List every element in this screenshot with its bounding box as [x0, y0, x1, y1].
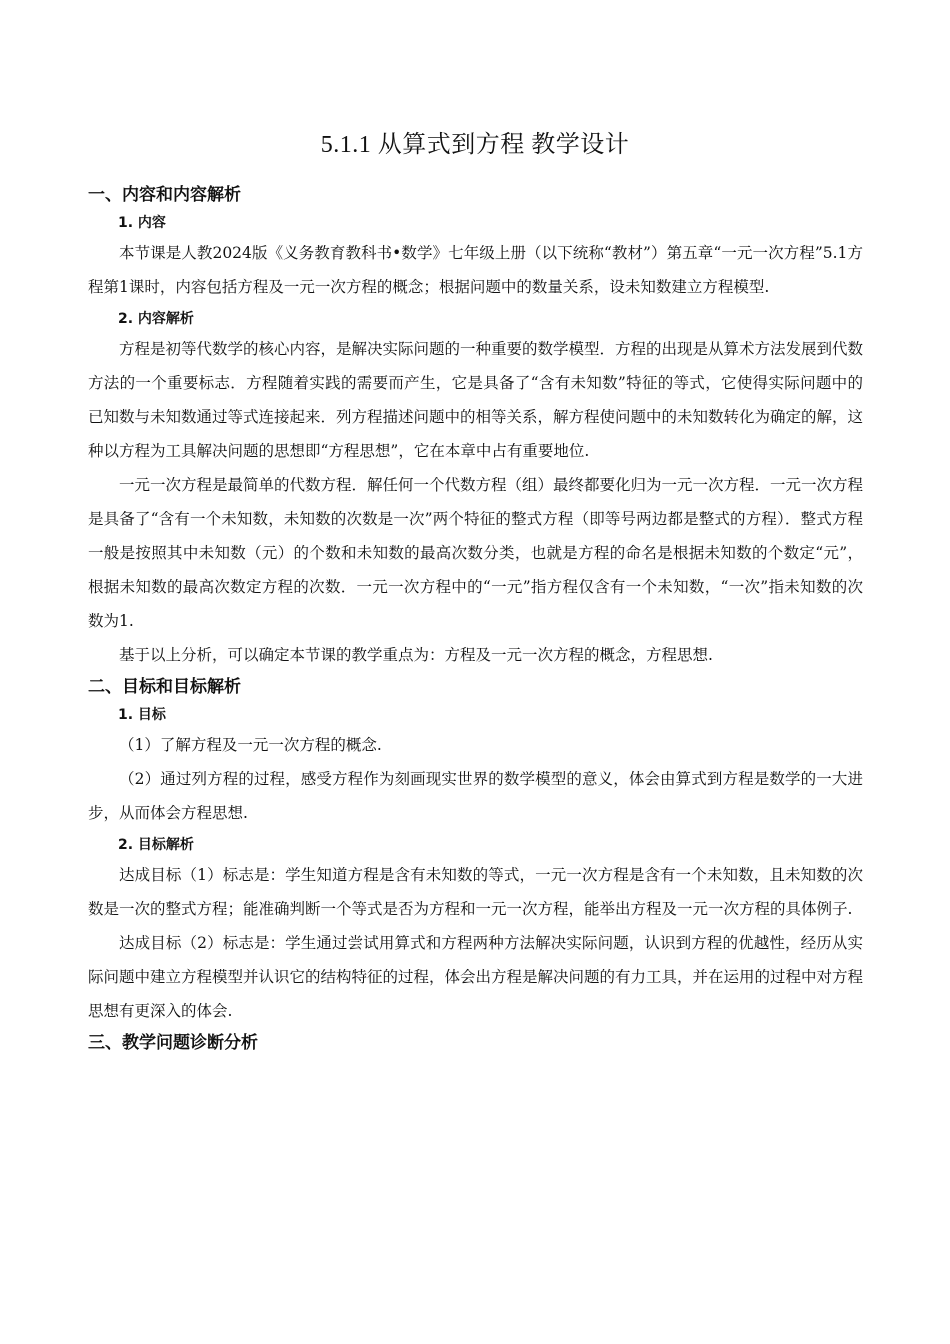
- paragraph: 达成目标（2）标志是：学生通过尝试用算式和方程两种方法解决实际问题，认识到方程的优越性，经历从实际问题中建立方程模型并认识它的结构特征的过程，体会出方程是解决问题的有力工具，并在运用的过程中对方程思想有更深入的体会.: [88, 934, 864, 1020]
- paragraph: 本节课是人教2024版《义务教育教科书•数学》七年级上册（以下统称“教材”）第五章“一元一次方程”5.1方程第1课时，内容包括方程及一元一次方程的概念；根据问题中的数量关系，设未知数建立方程模型.: [88, 244, 863, 296]
- paragraph: 一元一次方程是最简单的代数方程．解任何一个代数方程（组）最终都要化归为一元一次方程．一元一次方程是具备了“含有一个未知数，未知数的次数是一次”两个特征的整式方程（即等号两边都是整式的方程）．整式方程一般是按照其中未知数（元）的个数和未知数的最高次数分类，也就是方程的命名是根据未知数的个数定“元”，根据未知数的最高次数定方程的次数．一元一次方程中的“一元”指方程仅含有一个未知数，“一次”指未知数的次数为1.: [88, 476, 864, 630]
- document-body: [88, 180, 863, 1058]
- section-heading-content: 一、内容和内容解析: [88, 185, 241, 205]
- paragraph: （2）通过列方程的过程，感受方程作为刻画现实世界的数学模型的意义，体会由算式到方程是数学的一大进步，从而体会方程思想.: [88, 770, 863, 822]
- section-heading-diagnosis: 三、教学问题诊断分析: [88, 1033, 258, 1053]
- document-title: 5.1.1 从算式到方程 教学设计: [320, 132, 630, 158]
- subsection-heading-goal-analysis: 2. 目标解析: [118, 837, 194, 853]
- paragraph: 达成目标（1）标志是：学生知道方程是含有未知数的等式，一元一次方程是含有一个未知数，且未知数的次数是一次的整式方程；能准确判断一个等式是否为方程和一元一次方程，能举出方程及一元一次方程的具体例子.: [88, 866, 863, 918]
- paragraph: （1）了解方程及一元一次方程的概念.: [119, 736, 382, 754]
- subsection-heading-goals: 1. 目标: [118, 707, 166, 723]
- subsection-heading-content: 1. 内容: [118, 215, 166, 231]
- paragraph: 方程是初等代数学的核心内容，是解决实际问题的一种重要的数学模型．方程的出现是从算术方法发展到代数方法的一个重要标志．方程随着实践的需要而产生，它是具备了“含有未知数”特征的等式，它使得实际问题中的已知数与未知数通过等式连接起来．列方程描述问题中的相等关系，解方程使问题中的未知数转化为确定的解，这种以方程为工具解决问题的思想即“方程思想”，它在本章中占有重要地位.: [88, 340, 864, 460]
- subsection-heading-content-analysis: 2. 内容解析: [118, 311, 194, 327]
- paragraph: 基于以上分析，可以确定本节课的教学重点为：方程及一元一次方程的概念，方程思想.: [119, 646, 713, 664]
- section-heading-goals: 二、目标和目标解析: [88, 677, 241, 697]
